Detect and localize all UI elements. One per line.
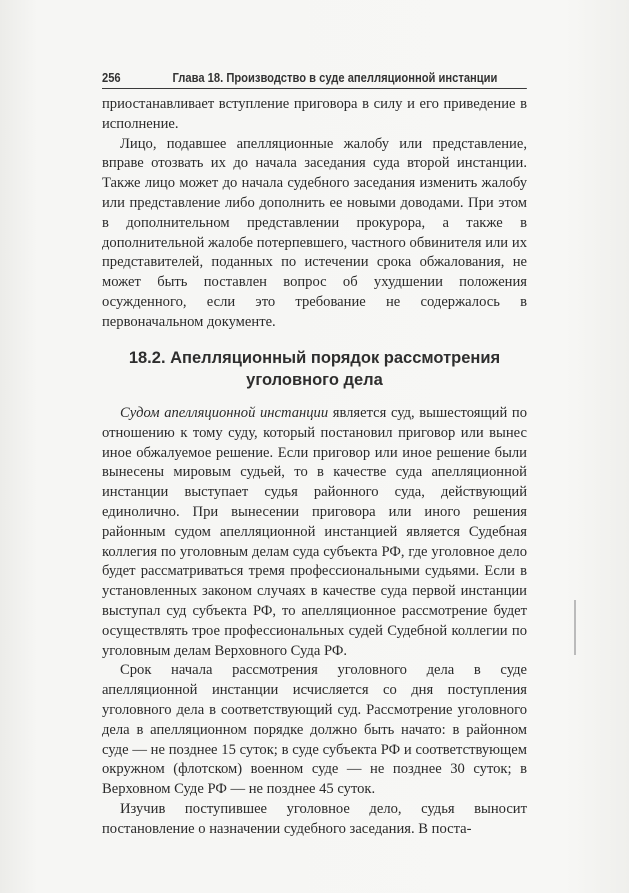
- scan-margin-mark: [574, 600, 576, 655]
- running-header: [102, 66, 527, 89]
- section-heading: [102, 347, 527, 391]
- paragraph: [102, 404, 527, 661]
- text-block-top: [102, 95, 527, 333]
- text-block-bottom: [102, 404, 527, 840]
- term-emphasis: Судом апелляционной инстанции: [120, 405, 329, 421]
- paragraph: приостанавливает вступление приговора в силу и его приведение в исполнение.: [102, 96, 527, 132]
- paragraph: Срок начала рассмотрения уголовного дела в суде апелляционной инстанции исчисляется со дня поступления уголовного дела в соответствующий суд. Рассмотрение уголовного дела в апелляционном порядке должно быть начато: в районном суде — не позднее 15 суток; в суде субъекта РФ и соответствующем окружном (флотском) военном суде — не позднее 30 суток; в Верховном Суде РФ — не позднее 45 суток.: [102, 662, 527, 798]
- paragraph: Изучив поступившее уголовное дело, судья выносит постановление о назначении судебного заседания. В поста-: [102, 800, 527, 837]
- section-heading-line: уголовного дела: [246, 371, 383, 389]
- section-heading-line: 18.2. Апелляционный порядок рассмотрения: [128, 349, 501, 367]
- paragraph: Лицо, подавшее апелляционные жалобу или представление, вправе отозвать их до начала заседания суда второй инстанции. Также лицо может до начала судебного заседания изменить жалобу или представление либо дополнить ее новыми доводами. При этом в дополнительном представлении прокурора, а также в дополнительной жалобе потерпевшего, частного обвинителя или их представителей, поданных по истечении срока обжалования, не может быть поставлен вопрос об ухудшении положения осужденного, если это требование не содержалось в первоначальном документе.: [102, 135, 527, 330]
- paragraph-text: является суд, вышестоящий по отношению к тому суду, который постановил приговор или вынес иное обжалуемое решение. Если приговор или иное решение были вынесены мировым судьей, то в качестве суда апелляционной инстанции выступает судья районного суда, действующий единолично. При вынесении приговора или иного решения районным судом апелляционной инстанцией является Судебная коллегия по уголовным делам суда субъекта РФ, где уголовное дело будет рассматриваться тремя профессиональными судьями. Если в установленных законом случаях в качестве суда первой инстанции выступал суд субъекта РФ, то апелляционное рассмотрение будет осуществлять трое профессиональных судей Судебной коллегии по уголовным делам Верховного Суда РФ.: [102, 405, 528, 659]
- chapter-title: Глава 18. Производство в суде апелляционной инстанции: [172, 70, 498, 85]
- page-number: 256: [102, 70, 121, 85]
